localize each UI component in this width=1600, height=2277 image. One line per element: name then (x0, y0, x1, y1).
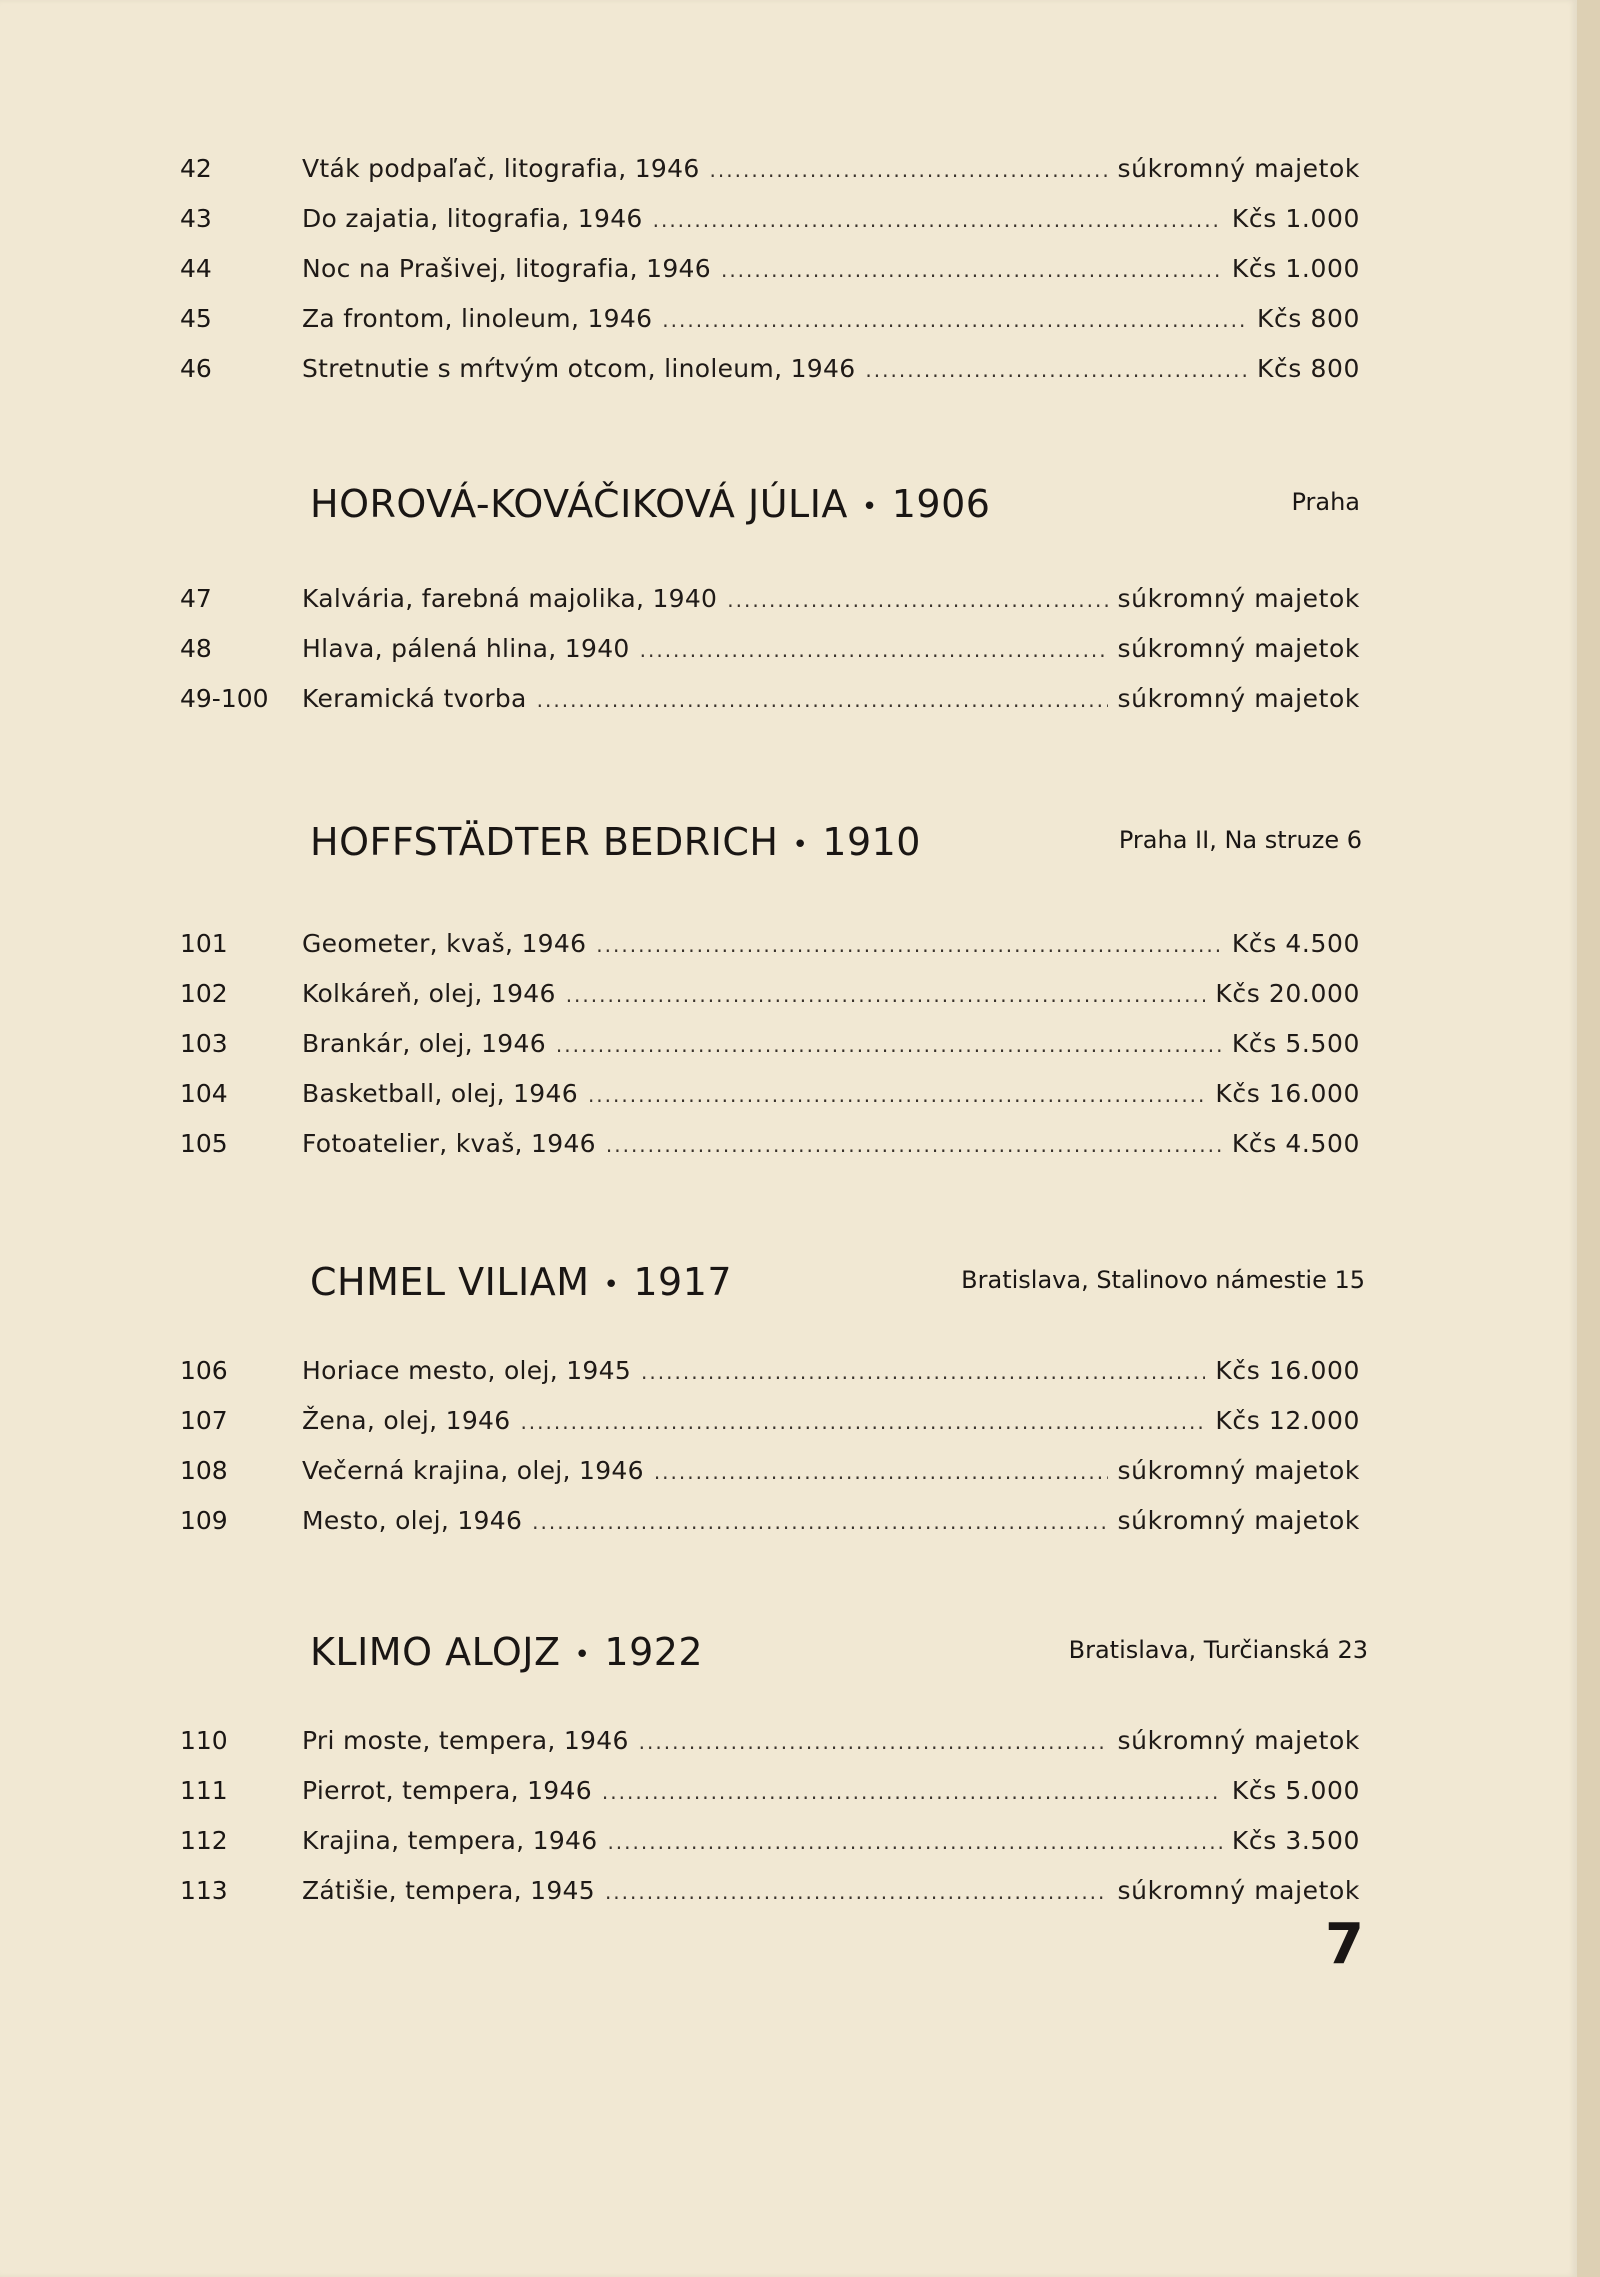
artist-name: HOROVÁ-KOVÁČIKOVÁ JÚLIA (310, 482, 848, 526)
entry-title: Hlava, pálená hlina, 1940 (302, 634, 630, 663)
entry-title: Brankár, olej, 1946 (302, 1029, 546, 1058)
leader-dots (532, 1510, 1107, 1534)
catalog-entry (180, 1722, 1360, 1762)
leader-dots (654, 1460, 1108, 1484)
leader-dots (537, 688, 1108, 712)
entry-value: súkromný majetok (1117, 684, 1360, 713)
artist-header (310, 1260, 1365, 1320)
catalog-entry (180, 1452, 1360, 1492)
artist-year: 1906 (891, 482, 991, 526)
leader-dots (721, 258, 1222, 282)
catalog-entry (180, 300, 1360, 340)
leader-dots (596, 933, 1222, 957)
catalog-entry (180, 200, 1360, 240)
entry-value: Kčs 1.000 (1231, 254, 1360, 283)
entry-number: 49-100 (180, 684, 269, 713)
bullet-separator: • (792, 829, 809, 860)
leader-dots (639, 1730, 1108, 1754)
entry-number: 44 (180, 254, 212, 283)
entry-number: 48 (180, 634, 212, 663)
entry-value: súkromný majetok (1117, 1726, 1360, 1755)
artist-name: KLIMO ALOJZ (310, 1630, 561, 1674)
entry-value: Kčs 3.500 (1231, 1826, 1360, 1855)
entry-value: Kčs 16.000 (1215, 1079, 1360, 1108)
entry-number: 43 (180, 204, 212, 233)
entry-number: 107 (180, 1406, 228, 1435)
entry-title: Basketball, olej, 1946 (302, 1079, 578, 1108)
catalog-entry (180, 1075, 1360, 1115)
entry-title: Noc na Prašivej, litografia, 1946 (302, 254, 711, 283)
entry-number: 111 (180, 1776, 228, 1805)
leader-dots (865, 358, 1247, 382)
catalog-entry (180, 350, 1360, 390)
entry-value: Kčs 5.000 (1231, 1776, 1360, 1805)
leader-dots (520, 1410, 1205, 1434)
entry-number: 42 (180, 154, 212, 183)
catalog-entry (180, 630, 1360, 670)
entry-value: súkromný majetok (1117, 584, 1360, 613)
leader-dots (641, 1360, 1205, 1384)
entry-title: Horiace mesto, olej, 1945 (302, 1356, 632, 1385)
entry-number: 106 (180, 1356, 228, 1385)
entry-value: Kčs 4.500 (1231, 1129, 1360, 1158)
artist-header (310, 820, 1362, 880)
entry-number: 103 (180, 1029, 228, 1058)
catalog-entry (180, 150, 1360, 190)
leader-dots (607, 1830, 1221, 1854)
catalog-entry (180, 1402, 1360, 1442)
leader-dots (605, 1880, 1108, 1904)
entry-title: Geometer, kvaš, 1946 (302, 929, 587, 958)
catalog-entry (180, 1025, 1360, 1065)
leader-dots (602, 1780, 1222, 1804)
catalog-entry (180, 1352, 1360, 1392)
entry-number: 104 (180, 1079, 228, 1108)
entry-number: 113 (180, 1876, 228, 1905)
catalog-entry (180, 680, 1360, 720)
artist-heading (310, 1630, 703, 1674)
artist-name: CHMEL VILIAM (310, 1260, 590, 1304)
leader-dots (727, 588, 1107, 612)
artist-location: Praha (1291, 488, 1360, 516)
artist-location: Praha II, Na struze 6 (1118, 826, 1362, 854)
entry-number: 109 (180, 1506, 228, 1535)
entry-number: 112 (180, 1826, 228, 1855)
artist-heading (310, 1260, 732, 1304)
entry-value: súkromný majetok (1117, 154, 1360, 183)
entry-title: Krajina, tempera, 1946 (302, 1826, 598, 1855)
entry-title: Stretnutie s mŕtvým otcom, linoleum, 1946 (302, 354, 856, 383)
entry-number: 102 (180, 979, 228, 1008)
bullet-separator: • (861, 491, 878, 522)
artist-location: Bratislava, Stalinovo námestie 15 (961, 1266, 1365, 1294)
catalog-entry (180, 1872, 1360, 1912)
entry-number: 47 (180, 584, 212, 613)
artist-header (310, 1630, 1368, 1690)
artist-location: Bratislava, Turčianská 23 (1068, 1636, 1368, 1664)
catalog-entry (180, 1125, 1360, 1165)
catalog-entry (180, 1822, 1360, 1862)
page-edge (1577, 0, 1600, 2277)
entry-title: Keramická tvorba (302, 684, 527, 713)
entry-title: Za frontom, linoleum, 1946 (302, 304, 653, 333)
entry-value: súkromný majetok (1117, 1876, 1360, 1905)
entry-number: 110 (180, 1726, 228, 1755)
entry-value: Kčs 20.000 (1215, 979, 1360, 1008)
entry-title: Vták podpaľač, litografia, 1946 (302, 154, 700, 183)
entry-number: 46 (180, 354, 212, 383)
leader-dots (640, 638, 1108, 662)
entry-value: Kčs 800 (1256, 354, 1360, 383)
entry-value: súkromný majetok (1117, 1506, 1360, 1535)
entry-title: Kalvária, farebná majolika, 1940 (302, 584, 718, 613)
entry-value: súkromný majetok (1117, 1456, 1360, 1485)
entry-value: Kčs 5.500 (1231, 1029, 1360, 1058)
entry-value: Kčs 16.000 (1215, 1356, 1360, 1385)
leader-dots (662, 308, 1247, 332)
artist-heading (310, 820, 921, 864)
artist-year: 1910 (822, 820, 921, 864)
catalog-entry (180, 1772, 1360, 1812)
entry-title: Mesto, olej, 1946 (302, 1506, 523, 1535)
entry-title: Pierrot, tempera, 1946 (302, 1776, 592, 1805)
entry-title: Fotoatelier, kvaš, 1946 (302, 1129, 596, 1158)
entry-value: Kčs 4.500 (1231, 929, 1360, 958)
artist-header (310, 482, 1360, 542)
entry-title: Zátišie, tempera, 1945 (302, 1876, 595, 1905)
artist-heading (310, 482, 990, 526)
bullet-separator: • (603, 1269, 620, 1300)
entry-number: 105 (180, 1129, 228, 1158)
entry-title: Pri moste, tempera, 1946 (302, 1726, 629, 1755)
leader-dots (653, 208, 1222, 232)
catalog-entry (180, 925, 1360, 965)
catalog-entry (180, 1502, 1360, 1542)
leader-dots (556, 1033, 1222, 1057)
artist-year: 1922 (604, 1630, 704, 1674)
entry-title: Žena, olej, 1946 (302, 1406, 511, 1435)
entry-value: Kčs 1.000 (1231, 204, 1360, 233)
leader-dots (566, 983, 1206, 1007)
leader-dots (588, 1083, 1205, 1107)
entry-number: 45 (180, 304, 212, 333)
catalog-entry (180, 975, 1360, 1015)
bullet-separator: • (574, 1639, 591, 1670)
page-number: 7 (1325, 1912, 1364, 1977)
entry-title: Večerná krajina, olej, 1946 (302, 1456, 644, 1485)
entry-number: 101 (180, 929, 228, 958)
entry-value: Kčs 800 (1256, 304, 1360, 333)
leader-dots (710, 158, 1108, 182)
artist-name: HOFFSTÄDTER BEDRICH (310, 820, 779, 864)
leader-dots (606, 1133, 1222, 1157)
entry-value: Kčs 12.000 (1215, 1406, 1360, 1435)
entry-value: súkromný majetok (1117, 634, 1360, 663)
entry-number: 108 (180, 1456, 228, 1485)
catalog-entry (180, 580, 1360, 620)
entry-title: Kolkáreň, olej, 1946 (302, 979, 556, 1008)
artist-year: 1917 (633, 1260, 733, 1304)
catalog-entry (180, 250, 1360, 290)
entry-title: Do zajatia, litografia, 1946 (302, 204, 643, 233)
